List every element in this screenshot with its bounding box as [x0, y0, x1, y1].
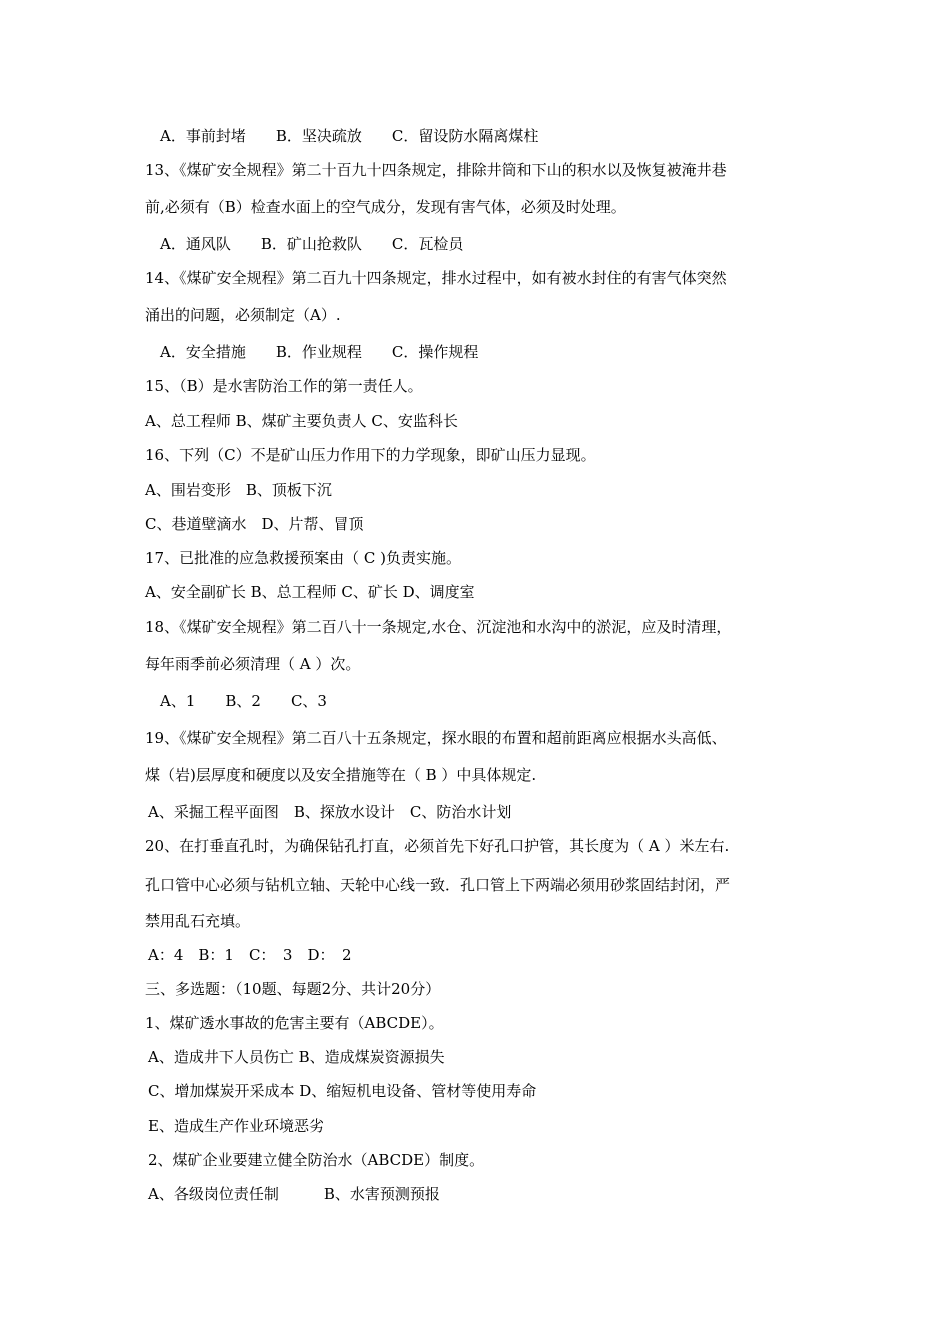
question-13-line-2: 前,必须有（B）检查水面上的空气成分，发现有害气体，必须及时处理。 — [145, 198, 626, 216]
multi-option-line-1-c: E、造成生产作业环境恶劣 — [148, 1117, 324, 1135]
multi-option-line-2-a: A、各级岗位责任制 B、水害预测预报 — [148, 1185, 440, 1203]
question-14-line-2: 涌出的问题，必须制定（A）. — [145, 306, 341, 324]
option-line-15: A、总工程师 B、煤矿主要负责人 C、安监科长 — [145, 412, 458, 430]
question-17: 17、已批准的应急救援预案由（ C )负责实施。 — [145, 549, 461, 567]
question-18-line-1: 18、《煤矿安全规程》第二百八十一条规定,水仓、沉淀池和水沟中的淤泥，应及时清理， — [145, 618, 732, 636]
question-15: 15、（B）是水害防治工作的第一责任人。 — [145, 377, 423, 395]
section-heading-multiple-choice: 三、多选题：（10题、每题2分、共计20分） — [145, 980, 441, 998]
question-20-line-3: 禁用乱石充填。 — [145, 912, 251, 930]
option-line-20: A：4 B：1 C： 3 D： 2 — [148, 946, 352, 964]
question-16: 16、下列（C）不是矿山压力作用下的力学现象，即矿山压力显现。 — [145, 446, 596, 464]
option-line-13: A．通风队 B．矿山抢救队 C．瓦检员 — [160, 235, 464, 253]
option-line-16-a: A、围岩变形 B、顶板下沉 — [145, 481, 332, 499]
question-13-line-1: 13、《煤矿安全规程》第二十百九十四条规定，排除井筒和下山的积水以及恢复被淹井巷 — [145, 161, 727, 179]
multi-question-1: 1、煤矿透水事故的危害主要有（ABCDE）。 — [145, 1014, 444, 1032]
option-line-17: A、安全副矿长 B、总工程师 C、矿长 D、调度室 — [145, 583, 475, 601]
question-20-line-1: 20、在打垂直孔时，为确保钻孔打直，必须首先下好孔口护管，其长度为（ A ）米左右. — [145, 837, 730, 855]
question-20-line-2: 孔口管中心必须与钻机立轴、天轮中心线一致．孔口管上下两端必须用砂浆固结封闭，严 — [145, 876, 731, 894]
option-line-12: A．事前封堵 B．坚决疏放 C．留设防水隔离煤柱 — [160, 127, 539, 145]
multi-option-line-1-a: A、造成井下人员伤亡 B、造成煤炭资源损失 — [148, 1048, 445, 1066]
question-19-line-2: 煤（岩)层厚度和硬度以及安全措施等在（ B ）中具体规定. — [145, 766, 537, 784]
multi-option-line-1-b: C、增加煤炭开采成本 D、缩短机电设备、管材等使用寿命 — [148, 1082, 537, 1100]
question-18-line-2: 每年雨季前必须清理（ A ）次。 — [145, 655, 361, 673]
option-line-19: A、采掘工程平面图 B、探放水设计 C、防治水计划 — [148, 803, 512, 821]
multi-question-2: 2、煤矿企业要建立健全防治水（ABCDE）制度。 — [148, 1151, 485, 1169]
option-line-16-b: C、巷道壁滴水 D、片帮、冒顶 — [145, 515, 364, 533]
question-19-line-1: 19、《煤矿安全规程》第二百八十五条规定，探水眼的布置和超前距离应根据水头高低、 — [145, 729, 727, 747]
option-line-14: A．安全措施 B．作业规程 C．操作规程 — [160, 343, 479, 361]
question-14-line-1: 14、《煤矿安全规程》第二百九十四条规定，排水过程中，如有被水封住的有害气体突然 — [145, 269, 727, 287]
option-line-18: A、1 B、2 C、3 — [160, 692, 327, 710]
